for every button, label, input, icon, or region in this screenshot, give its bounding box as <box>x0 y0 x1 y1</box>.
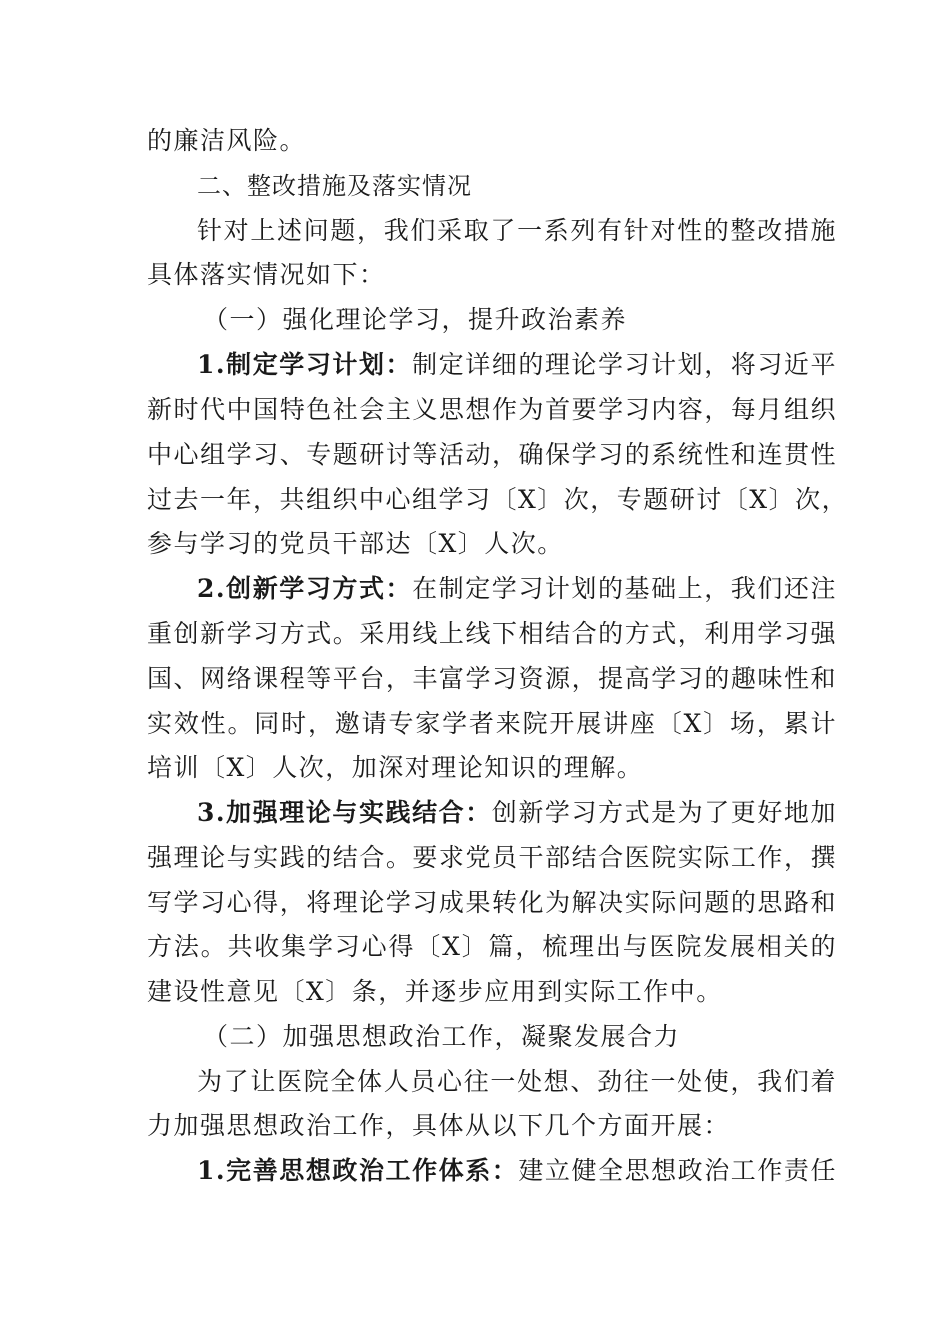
paragraph-line <box>147 522 837 566</box>
paragraph-line: 针对上述问题，我们采取了一系列有针对性的整改措施 <box>197 216 837 245</box>
heading-text: （二）加强思想政治工作，凝聚发展合力 <box>203 1022 681 1051</box>
paragraph-line <box>197 567 837 611</box>
paragraph-line: 写学习心得，将理论学习成果转化为解决实际问题的思路和 <box>147 888 837 917</box>
section-heading <box>197 164 837 208</box>
paragraph-line <box>147 253 837 297</box>
item-lead: 1.完善思想政治工作体系： <box>197 1156 519 1185</box>
paragraph-line <box>147 119 837 163</box>
paragraph-line <box>147 746 837 790</box>
paragraph-line <box>147 970 837 1014</box>
text: 具体落实情况如下： <box>147 260 386 289</box>
item-lead: 1.制定学习计划： <box>197 350 413 379</box>
paragraph-line: 过去一年，共组织中心组学习〔X〕次，专题研讨〔X〕次， <box>147 485 849 514</box>
heading-text: 二、整改措施及落实情况 <box>197 172 472 200</box>
text: 建设性意见〔X〕条，并逐步应用到实际工作中。 <box>147 977 723 1006</box>
paragraph-line: 为了让医院全体人员心往一处想、劲往一处使，我们着 <box>197 1067 837 1096</box>
paragraph-line <box>197 791 837 835</box>
text: 的廉洁风险。 <box>147 126 307 155</box>
text: 建立健全思想政治工作责任 <box>518 1156 837 1185</box>
text: 力加强思想政治工作，具体从以下几个方面开展： <box>147 1111 731 1140</box>
paragraph-line: 国、网络课程等平台，丰富学习资源，提高学习的趣味性和 <box>147 664 837 693</box>
text: 制定详细的理论学习计划，将习近平 <box>412 350 837 379</box>
paragraph-line: 中心组学习、专题研讨等活动，确保学习的系统性和连贯性 <box>147 440 837 469</box>
heading-text: （一）强化理论学习，提升政治素养 <box>203 305 628 334</box>
paragraph-line <box>197 343 837 387</box>
paragraph-line: 重创新学习方式。采用线上线下相结合的方式，利用学习强 <box>147 619 837 648</box>
paragraph-line <box>147 1104 837 1148</box>
text: 参与学习的党员干部达〔X〕人次。 <box>147 529 564 558</box>
text: 创新学习方式是为了更好地加 <box>491 798 837 827</box>
item-lead: 3.加强理论与实践结合： <box>197 798 492 827</box>
subsection-heading <box>203 1015 837 1059</box>
paragraph-line: 新时代中国特色社会主义思想作为首要学习内容，每月组织 <box>147 395 837 424</box>
paragraph-line: 方法。共收集学习心得〔X〕篇，梳理出与医院发展相关的 <box>147 932 837 961</box>
paragraph-line <box>197 1149 837 1193</box>
item-lead: 2.创新学习方式： <box>197 574 413 603</box>
text: 在制定学习计划的基础上，我们还注 <box>412 574 837 603</box>
text: 培训〔X〕人次，加深对理论知识的理解。 <box>147 753 644 782</box>
subsection-heading <box>203 298 837 342</box>
paragraph-line: 实效性。同时，邀请专家学者来院开展讲座〔X〕场，累计 <box>147 709 837 738</box>
paragraph-line: 强理论与实践的结合。要求党员干部结合医院实际工作，撰 <box>147 843 837 872</box>
